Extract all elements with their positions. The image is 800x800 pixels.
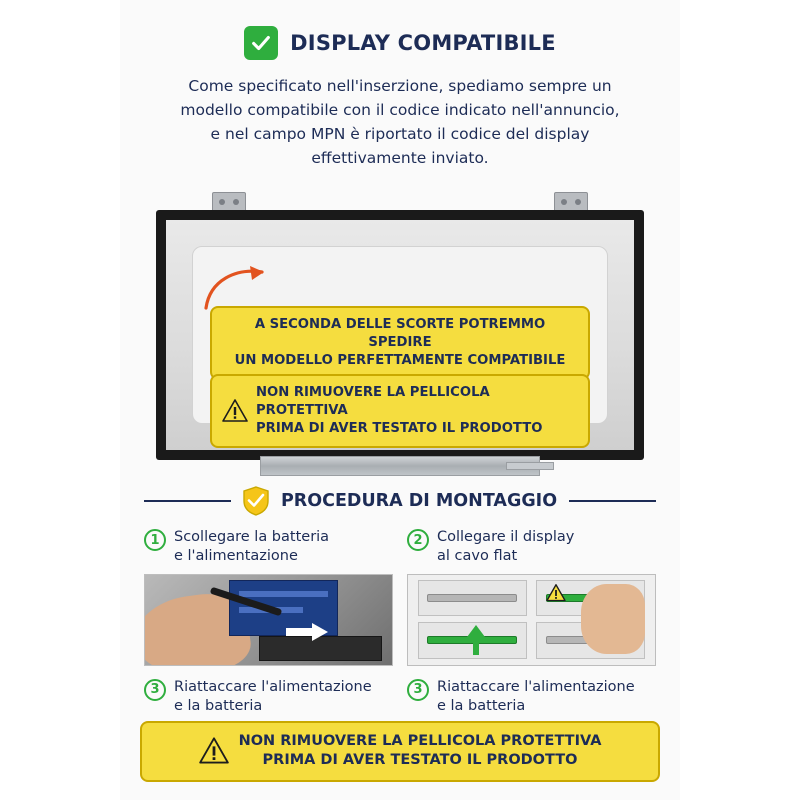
connector-panel-a xyxy=(418,580,527,616)
step-3-left-line-2: e la batteria xyxy=(174,697,263,714)
procedure-title: PROCEDURA DI MONTAGGIO xyxy=(280,491,558,512)
step-3-left-line-1: Riattaccare l'alimentazione xyxy=(174,678,372,695)
display-illustration xyxy=(150,188,650,478)
intro-line-3: e nel campo MPN è riportato il codice del display xyxy=(210,125,590,144)
lcd-foil-tab xyxy=(506,462,554,470)
mounting-tab-left xyxy=(212,192,246,212)
infographic-canvas xyxy=(120,0,680,800)
divider-left xyxy=(144,500,231,502)
laptop-battery-photo xyxy=(144,574,393,666)
lcd-foil-strip xyxy=(260,456,540,476)
steps-row-bottom xyxy=(144,678,656,716)
page-title: DISPLAY COMPATIBILE xyxy=(290,31,556,55)
bottom-warning-banner xyxy=(140,721,660,782)
film-warning-text xyxy=(256,384,578,437)
procedure-heading xyxy=(144,486,656,516)
check-badge-icon xyxy=(244,26,278,60)
intro-line-4: effettivamente inviato. xyxy=(311,149,489,168)
bottom-warning-line-2: PRIMA DI AVER TESTATO IL PRODOTTO xyxy=(262,752,578,769)
divider-right xyxy=(569,500,656,502)
shield-icon xyxy=(243,486,269,516)
bottom-warning-line-1: NON RIMUOVERE LA PELLICOLA PROTETTIVA xyxy=(238,732,602,749)
stock-notice-box xyxy=(210,306,590,379)
step-3-left xyxy=(144,678,393,716)
step-1-line-2: e l'alimentazione xyxy=(174,547,298,564)
intro-line-1: Come specificato nell'inserzione, spediamo sempre un xyxy=(188,77,612,95)
warning-triangle-icon xyxy=(199,737,229,765)
finger-shape xyxy=(581,584,645,654)
film-warning-box xyxy=(210,374,590,447)
flat-cable-connector-photo xyxy=(407,574,656,666)
film-warning-line-2: PRIMA DI AVER TESTATO IL PRODOTTO xyxy=(256,420,543,436)
white-arrow-icon xyxy=(286,623,328,641)
intro-line-2: modello compatibile con il codice indicato nell'annuncio, xyxy=(180,101,620,120)
steps-photos xyxy=(144,574,656,666)
mounting-tab-right xyxy=(554,192,588,212)
warning-triangle-icon xyxy=(222,399,248,423)
step-3-left-number: 3 xyxy=(144,679,166,701)
green-up-arrow-icon xyxy=(467,625,485,655)
step-3-left-text xyxy=(174,678,372,716)
stock-notice-line-1: A SECONDA DELLE SCORTE POTREMMO SPEDIRE xyxy=(254,317,546,350)
step-2 xyxy=(407,528,656,566)
bottom-warning-text xyxy=(239,732,602,771)
connector-strip xyxy=(427,594,517,601)
film-warning-line-1: NON RIMUOVERE LA PELLICOLA PROTETTIVA xyxy=(256,385,490,418)
header xyxy=(120,26,680,60)
step-2-line-2: al cavo flat xyxy=(437,547,518,564)
step-1-number: 1 xyxy=(144,529,166,551)
step-2-text xyxy=(437,528,574,566)
step-3-right-line-1: Riattaccare l'alimentazione xyxy=(437,678,635,695)
curved-arrow-icon xyxy=(202,264,272,312)
step-3-right xyxy=(407,678,656,716)
step-3-right-line-2: e la batteria xyxy=(437,697,526,714)
warning-triangle-icon xyxy=(546,584,566,602)
step-1-text xyxy=(174,528,329,566)
step-1 xyxy=(144,528,393,566)
step-3-right-number: 3 xyxy=(407,679,429,701)
stock-notice-line-2: UN MODELLO PERFETTAMENTE COMPATIBILE xyxy=(234,352,566,368)
intro-paragraph xyxy=(148,74,652,170)
step-2-number: 2 xyxy=(407,529,429,551)
steps-row-top xyxy=(144,528,656,566)
step-3-right-text xyxy=(437,678,635,716)
step-2-line-1: Collegare il display xyxy=(437,529,575,546)
step-1-line-1: Scollegare la batteria xyxy=(174,529,330,546)
